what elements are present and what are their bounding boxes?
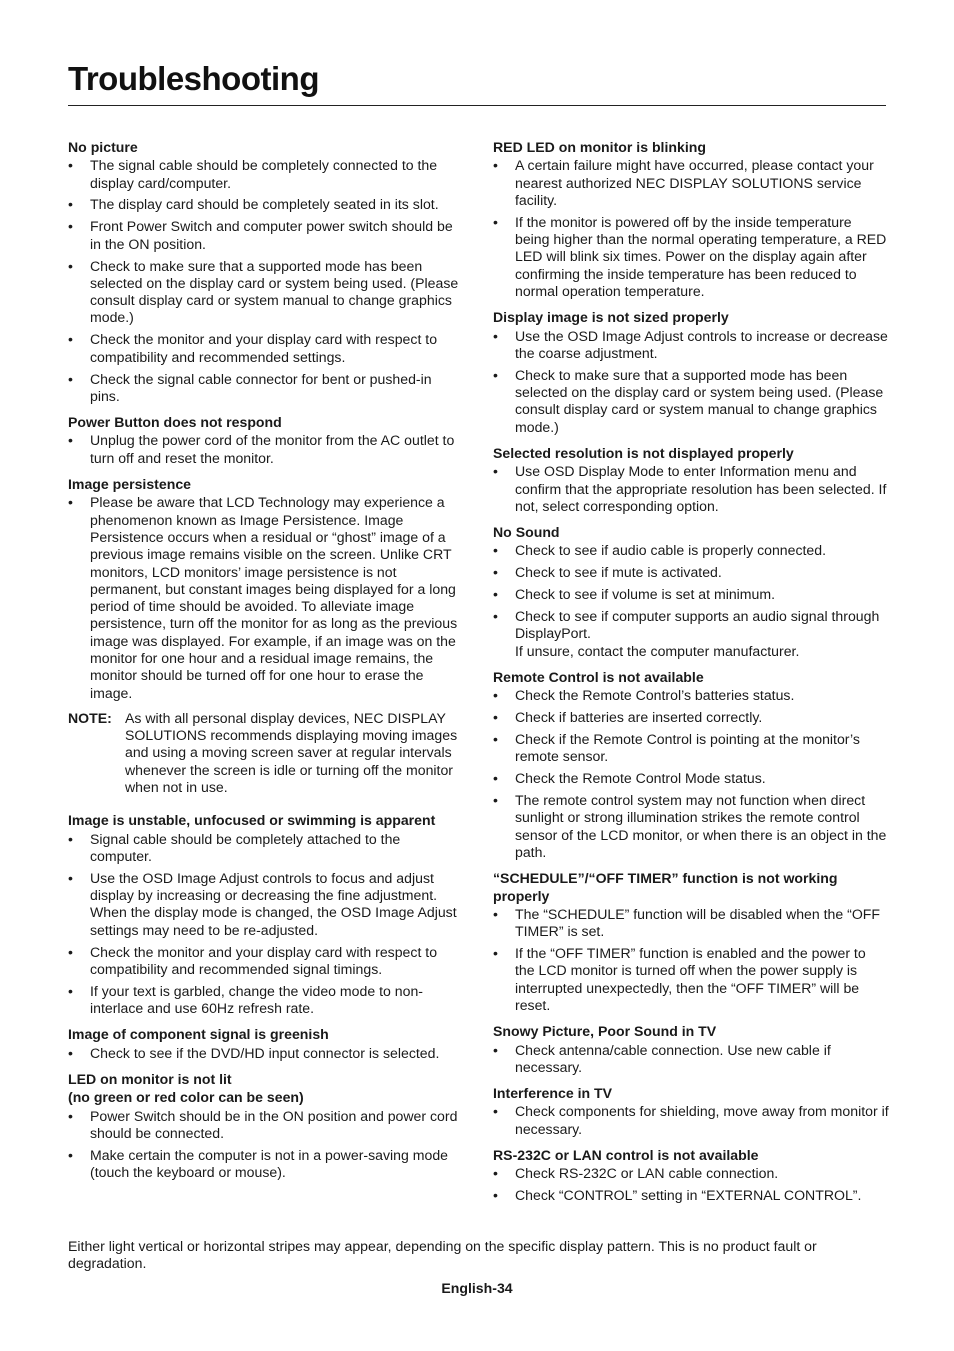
bullet-list — [493, 463, 889, 515]
bullet-item: • A certain failure might have occurred, please contact your nearest authorized NEC DISPLAY SOLUTIONS service facility. — [493, 157, 889, 209]
section-title: No picture — [68, 139, 138, 155]
bullet-item: • If the “OFF TIMER” function is enabled and the power to the LCD monitor is turned off when the power supply is interrupted unexpectedly, then the “OFF TIMER” will be reset. — [493, 945, 889, 1014]
page-title: Troubleshooting — [68, 60, 319, 97]
bullet-list — [493, 1042, 889, 1077]
right-column — [493, 139, 889, 1214]
bullet-list — [68, 831, 464, 1018]
troubleshooting-section — [68, 139, 464, 405]
bullet-list — [68, 157, 464, 405]
troubleshooting-section — [68, 1026, 464, 1062]
bullet-item: • Check the monitor and your display card with respect to compatibility and recommended settings. — [68, 331, 464, 366]
bullet-list — [68, 1108, 464, 1182]
troubleshooting-section — [493, 524, 889, 660]
section-title: Snowy Picture, Poor Sound in TV — [493, 1023, 717, 1040]
section-title: RED LED on monitor is blinking — [493, 139, 706, 155]
bullet-item: • Check to see if audio cable is properly connected. — [493, 542, 889, 559]
troubleshooting-section — [68, 414, 464, 467]
bullet-item: • Check to make sure that a supported mode has been selected on the display card or system being used. (Please consult display card or system manual to change graphics mode.) — [493, 367, 889, 436]
troubleshooting-section — [493, 669, 889, 861]
troubleshooting-section — [68, 1071, 464, 1181]
bullet-item: • Use OSD Display Mode to enter Information menu and confirm that the appropriate resolution has been selected. If not, select corresponding option. — [493, 463, 889, 515]
section-title: Selected resolution is not displayed properly — [493, 444, 794, 461]
footnote: Either light vertical or horizontal stripes may appear, depending on the specific display pattern. This is no product fault or degradation. — [68, 1238, 817, 1272]
bullet-item: • The remote control system may not function when direct sunlight or strong illumination strikes the remote control sensor of the LCD monitor, or when there is an object in the path. — [493, 792, 889, 861]
troubleshooting-section — [493, 309, 889, 436]
bullet-item: • Use the OSD Image Adjust controls to increase or decrease the coarse adjustment. — [493, 328, 889, 363]
note-label: NOTE: — [68, 709, 112, 726]
bullet-item: • Please be aware that LCD Technology may experience a phenomenon known as Image Persistence. Image Persistence occurs when a residual or “ghost” image of a previous image remains visible on the screen. Unlike CRT monitors, LCD monitors’ image persistence is not permanent, but constant images being displayed for a long period of time should be avoided. To alleviate image persistence, turn off the monitor for as long as the previous image was displayed. For example, if an image was on the monitor for one hour and a residual image remains, the monitor should be turned off for one hour to erase the image. — [68, 494, 464, 702]
section-title: RS-232C or LAN control is not available — [493, 1147, 759, 1164]
note-text: As with all personal display devices, NEC DISPLAY SOLUTIONS recommends displaying moving images and using a moving screen saver at regular intervals whenever the screen is idle or turning off the monitor when not in use. — [125, 709, 458, 796]
troubleshooting-section — [493, 445, 889, 515]
page-number: English-34 — [441, 1280, 513, 1296]
bullet-list — [493, 687, 889, 861]
section-subtitle: (no green or red color can be seen) — [68, 1089, 304, 1106]
bullet-item: • Front Power Switch and computer power switch should be in the ON position. — [68, 218, 464, 253]
section-title: “SCHEDULE”/“OFF TIMER” function is not working properly — [493, 870, 838, 904]
troubleshooting-section — [493, 1085, 889, 1138]
bullet-item: • Make certain the computer is not in a power-saving mode (touch the keyboard or mouse). — [68, 1147, 464, 1182]
section-title: Power Button does not respond — [68, 414, 282, 431]
bullet-item: • Check RS-232C or LAN cable connection. — [493, 1165, 889, 1182]
troubleshooting-section — [493, 1023, 889, 1076]
bullet-list — [493, 328, 889, 436]
bullet-item: • If the monitor is powered off by the inside temperature being higher than the normal operating temperature, a RED LED will blink six times. Power on the display again after confirming the inside temperature has been reduced to normal operation temperature. — [493, 214, 889, 300]
left-column — [68, 139, 464, 1190]
bullet-item: • Check if the Remote Control is pointing at the monitor’s remote sensor. — [493, 731, 889, 766]
section-title: Image persistence — [68, 476, 191, 493]
bullet-item: • Check components for shielding, move away from monitor if necessary. — [493, 1103, 889, 1138]
bullet-item: • The display card should be completely seated in its slot. — [68, 196, 464, 213]
troubleshooting-section — [493, 139, 889, 300]
bullet-item: • Check to see if mute is activated. — [493, 564, 889, 581]
bullet-item: • Check if batteries are inserted correctly. — [493, 709, 889, 726]
bullet-item: • If your text is garbled, change the video mode to non-interlace and use 60Hz refresh rate. — [68, 983, 464, 1018]
title-divider — [68, 105, 886, 106]
bullet-item: • Signal cable should be completely attached to the computer. — [68, 831, 464, 866]
bullet-item: • The signal cable should be completely connected to the display card/computer. — [68, 157, 464, 192]
bullet-item: • Power Switch should be in the ON position and power cord should be connected. — [68, 1108, 464, 1143]
troubleshooting-section — [493, 1147, 889, 1204]
section-title: Image is unstable, unfocused or swimming is apparent — [68, 812, 436, 829]
bullet-item: • Use the OSD Image Adjust controls to focus and adjust display by increasing or decreasing the fine adjustment. When the display mode is changed, the OSD Image Adjust settings may need to be re-adjusted. — [68, 870, 464, 939]
troubleshooting-section — [68, 812, 464, 1017]
troubleshooting-section — [68, 476, 464, 796]
section-title: Remote Control is not available — [493, 668, 704, 685]
bullet-list — [68, 1045, 464, 1062]
bullet-item: • Check antenna/cable connection. Use new cable if necessary. — [493, 1042, 889, 1077]
bullet-item: • Check to see if computer supports an audio signal through DisplayPort. If unsure, contact the computer manufacturer. — [493, 608, 889, 660]
bullet-list — [493, 1103, 889, 1138]
bullet-item: • Check the monitor and your display card with respect to compatibility and recommended signal timings. — [68, 944, 464, 979]
bullet-list — [68, 432, 464, 467]
bullet-item: • Check the Remote Control’s batteries status. — [493, 687, 889, 704]
bullet-item: • Check the Remote Control Mode status. — [493, 770, 889, 787]
bullet-list — [493, 157, 889, 300]
section-title: No Sound — [493, 524, 560, 541]
bullet-list — [68, 494, 464, 702]
section-title: LED on monitor is not lit — [68, 1071, 232, 1087]
bullet-item: • Check to see if volume is set at minimum. — [493, 586, 889, 603]
bullet-item: • Check to make sure that a supported mode has been selected on the display card or system being used. (Please consult display card or system manual to change graphics mode.) — [68, 258, 464, 327]
bullet-item: • The “SCHEDULE” function will be disabled when the “OFF TIMER” is set. — [493, 906, 889, 941]
note-block — [68, 710, 464, 796]
troubleshooting-section — [493, 870, 889, 1014]
bullet-item: • Unplug the power cord of the monitor from the AC outlet to turn off and reset the monitor. — [68, 432, 464, 467]
section-title: Image of component signal is greenish — [68, 1026, 329, 1043]
bullet-list — [493, 1165, 889, 1204]
section-title: Interference in TV — [493, 1085, 613, 1102]
section-title: Display image is not sized properly — [493, 309, 729, 326]
bullet-list — [493, 906, 889, 1014]
bullet-item: • Check to see if the DVD/HD input connector is selected. — [68, 1045, 464, 1062]
bullet-item: • Check “CONTROL” setting in “EXTERNAL CONTROL”. — [493, 1187, 889, 1204]
bullet-list — [493, 542, 889, 660]
bullet-item: • Check the signal cable connector for bent or pushed-in pins. — [68, 371, 464, 406]
